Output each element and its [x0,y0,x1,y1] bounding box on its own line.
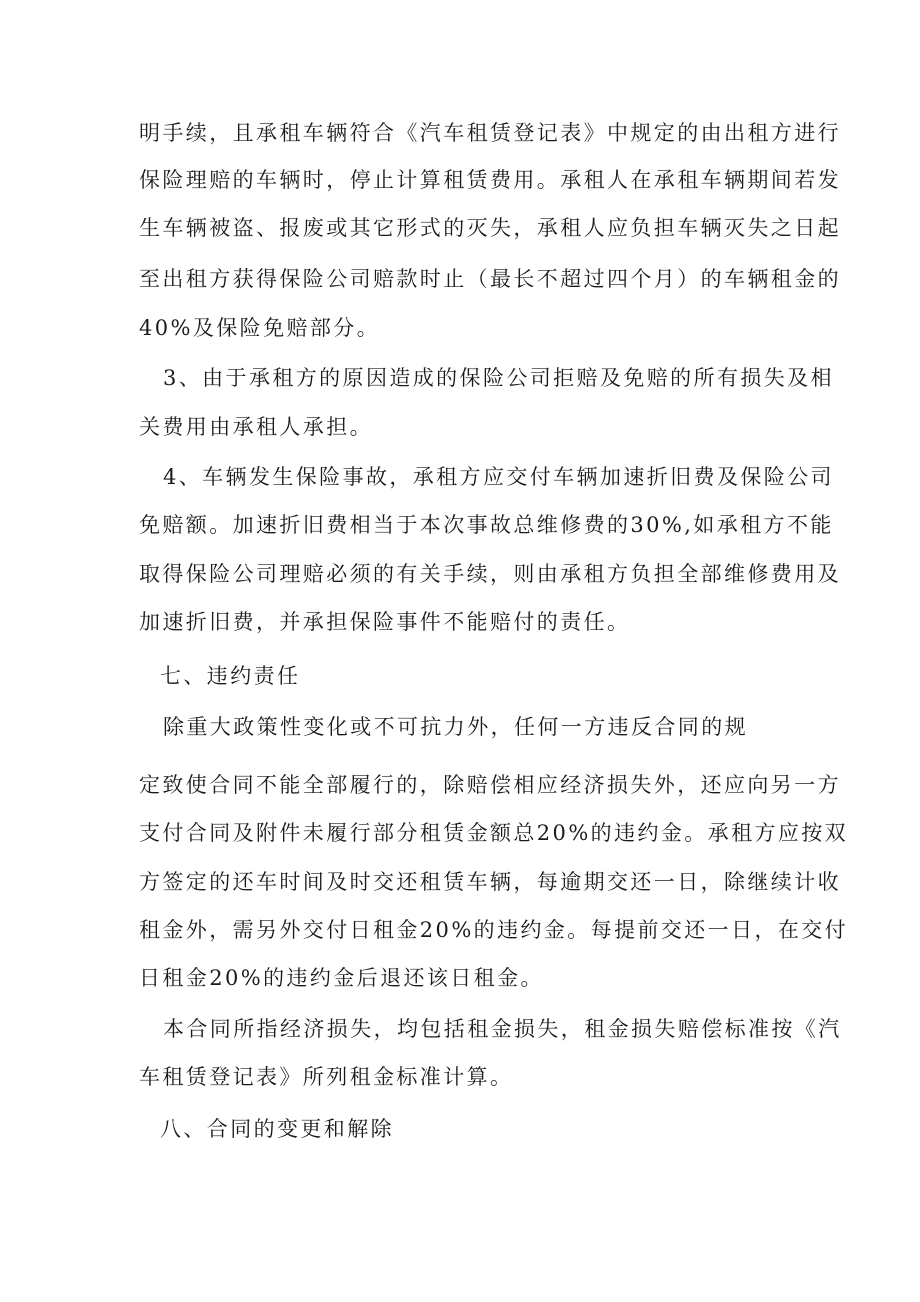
loss-line-1: 本合同所指经济损失，均包括租金损失，租金损失赔偿标准按《汽 [163,1017,842,1041]
section-7-heading: 七、违约责任 [160,664,301,688]
clause-3-line-1: 3、由于承租方的原因造成的保险公司拒赔及免赔的所有损失及相 [163,366,834,390]
loss-line-2: 车租赁登记表》所列租金标准计算。 [139,1065,514,1089]
clause-4-line-2: 免赔额。加速折旧费相当于本次事故总维修费的30%,如承租方不能 [139,513,834,537]
breach-line-4: 方签定的还车时间及时交还租赁车辆，每逾期交还一日，除继续计收 [139,870,841,894]
text-line-1: 明手续，且承租车辆符合《汽车租赁登记表》中规定的由出租方进行 [139,121,841,145]
breach-line-5: 租金外，需另外交付日租金20%的违约金。每提前交还一日，在交付 [139,918,849,942]
clause-3-line-2: 关费用由承租人承担。 [139,415,373,439]
breach-line-1: 除重大政策性变化或不可抗力外，任何一方违反合同的规 [163,715,748,739]
breach-line-3: 支付合同及附件未履行部分租赁金额总20%的违约金。承租方应按双 [139,821,849,845]
text-line-3: 生车辆被盗、报废或其它形式的灭失，承租人应负担车辆灭失之日起 [139,216,841,240]
text-line-5: 40%及保险免赔部分。 [139,316,381,340]
clause-4-line-3: 取得保险公司理赔必须的有关手续，则由承租方负担全部维修费用及 [139,562,841,586]
clause-4-line-4: 加速折旧费，并承担保险事件不能赔付的责任。 [139,610,631,634]
clause-4-line-1: 4、车辆发生保险事故，承租方应交付车辆加速折旧费及保险公司 [163,465,834,489]
breach-line-6: 日租金20%的违约金后退还该日租金。 [139,966,544,990]
text-line-2: 保险理赔的车辆时，停止计算租赁费用。承租人在承租车辆期间若发 [139,168,841,192]
section-8-heading: 八、合同的变更和解除 [160,1117,394,1141]
breach-line-2: 定致使合同不能全部履行的，除赔偿相应经济损失外，还应向另一方 [139,773,841,797]
text-line-4: 至出租方获得保险公司赔款时止（最长不超过四个月）的车辆租金的 [139,267,841,291]
